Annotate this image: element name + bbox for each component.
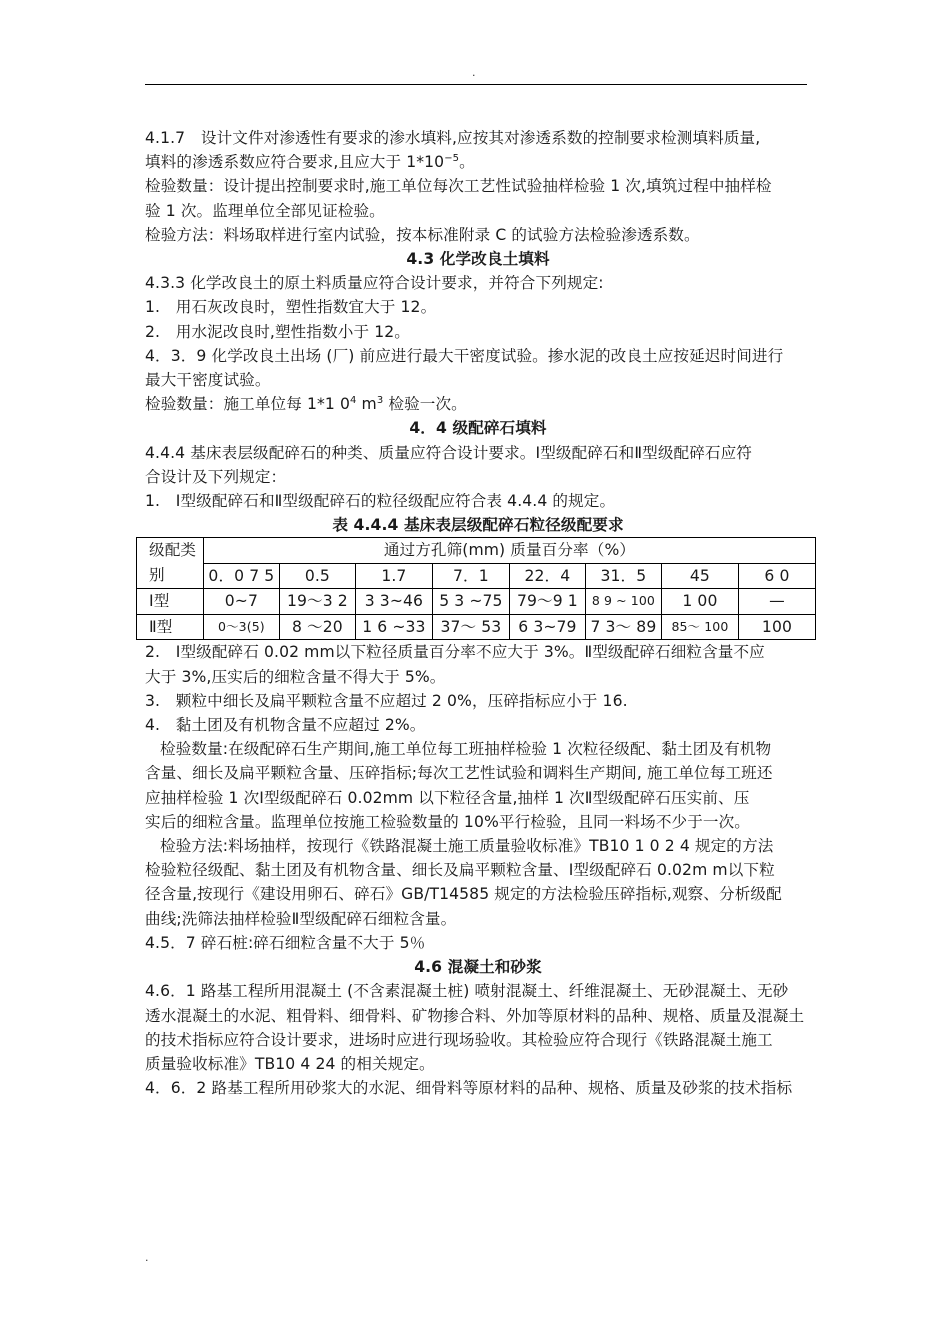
table-cell: —: [738, 589, 815, 615]
table-cell: 3 3~46: [355, 589, 432, 615]
section-heading-4-4: 4．4 级配碎石填料: [409, 419, 547, 438]
line: 4.4.4 基床表层级配碎石的种类、质量应符合设计要求。Ⅰ型级配碎石和Ⅱ型级配碎石应符: [145, 443, 752, 462]
line: 4．3．9 化学改良土出场 (厂) 前应进行最大干密度试验。掺水泥的改良土应按延迟时间进行: [145, 346, 784, 365]
table-cell: 1 00: [661, 589, 738, 615]
paragraph-4-3-9: [145, 344, 811, 392]
table-row: [137, 589, 816, 615]
table-span-header: 通过方孔筛(mm) 质量百分率（%）: [203, 538, 815, 564]
table-cell: 5 3 ~75: [432, 589, 509, 615]
line: 4.1.7 设计文件对渗透性有要求的渗水填料,应按其对渗透系数的控制要求检测填料质量,: [145, 129, 761, 147]
line: 应抽样检验 1 次Ⅰ型级配碎石 0.02mm 以下粒径含量,抽样 1 次Ⅱ型级配碎石压实前、压: [145, 788, 750, 807]
list-item: 3. 颗粒中细长及扁平颗粒含量不应超过 2 0%，压碎指标应小于 16.: [145, 691, 628, 710]
line: 检验数量:在级配碎石生产期间,施工单位每工班抽样检验 1 次粒径级配、黏土团及有机物: [160, 740, 772, 759]
superscript: 3: [376, 395, 384, 407]
line: 质量验收标准》TB10 4 24 的相关规定。: [145, 1054, 435, 1073]
line: 验 1 次。监理单位全部见证检验。: [145, 201, 385, 220]
line: 含量、细长及扁平颗粒含量、压碎指标;每次工艺性试验和调料生产期间, 施工单位每工班还: [145, 764, 773, 783]
line: 大于 3%,压实后的细粒含量不得大于 5%。: [145, 667, 446, 686]
table-row: [137, 563, 816, 589]
superscript: −5: [444, 153, 460, 165]
section-heading-4-3: 4.3 化学改良土填料: [406, 250, 550, 269]
header-mark: .: [472, 66, 476, 79]
line: 填料的渗透系数应符合要求,且应大于 1*10: [145, 153, 445, 172]
paragraph-4-1-7-method: 检验方法：料场取样进行室内试验，按本标准附录 C 的试验方法检验渗透系数。: [145, 225, 700, 244]
line: 4.6．1 路基工程所用混凝土 (不含素混凝土桩) 喷射混凝土、纤维混凝土、无砂混凝土、无砂: [145, 982, 789, 1001]
sieve-header-cell: 1.7: [355, 563, 432, 589]
table-cell: 0～3(5): [203, 614, 279, 640]
line: 径含量,按现行《建设用卵石、碎石》GB/T14585 规定的方法检验压碎指标,观察、分析级配: [145, 885, 782, 904]
line: 检验粒径级配、黏土团及有机物含量、细长及扁平颗粒含量、Ⅰ型级配碎石 0.02m m以下粒: [145, 861, 775, 880]
list-item: 1. 用石灰改良时，塑性指数宜大于 12。: [145, 298, 437, 317]
table-cell: 0~7: [203, 589, 279, 615]
text: 检验数量：施工单位每 1*1 0: [145, 395, 351, 414]
sieve-header-cell: 0.5: [279, 563, 355, 589]
header-rule: [145, 84, 807, 85]
table-cell: 8 ～20: [279, 614, 355, 640]
table-cell: 100: [738, 614, 815, 640]
table-cell: 1 6 ~33: [355, 614, 432, 640]
line: 检验数量：设计提出控制要求时,施工单位每次工艺性试验抽样检验 1 次,填筑过程中抽样检: [145, 177, 772, 196]
list-item: 1. Ⅰ型级配碎石和Ⅱ型级配碎石的粒径级配应符合表 4.4.4 的规定。: [145, 492, 616, 511]
sieve-header-cell: 22．4: [509, 563, 585, 589]
section-heading-4-6: 4.6 混凝土和砂浆: [414, 958, 542, 977]
line: 。: [459, 153, 475, 172]
text: 检验一次。: [383, 395, 467, 414]
line: 透水混凝土的水泥、粗骨料、细骨料、矿物掺合料、外加等原材料的品种、规格、质量及混凝土: [145, 1006, 805, 1025]
paragraph-4-4-4: [145, 441, 811, 489]
text: m: [356, 395, 377, 414]
table-caption: 表 4.4.4 基床表层级配碎石粒径级配要求: [332, 516, 624, 535]
paragraph-4-3-9-quantity: [145, 392, 811, 416]
paragraph-4-5-7: 4.5．7 碎石桩:碎石细粒含量不大于 5％: [145, 933, 426, 952]
paragraph-4-4-4-method: [145, 834, 811, 931]
paragraph-4-3-3: 4.3.3 化学改良土的原土料质量应符合设计要求，并符合下列规定:: [145, 274, 604, 293]
table-cell: 7 3～ 89: [585, 614, 661, 640]
line: 的技术指标应符合设计要求，进场时应进行现场验收。其检验应符合现行《铁路混凝土施工: [145, 1030, 773, 1049]
sieve-header-cell: 6 0: [738, 563, 815, 589]
document-body: [145, 126, 811, 1100]
table-cell: 6 3~79: [509, 614, 585, 640]
list-item: 2. 用水泥改良时,塑性指数小于 12。: [145, 322, 410, 341]
list-item: [145, 640, 811, 688]
paragraph-4-1-7: [145, 126, 811, 174]
list-item: 4. 黏土团及有机物含量不应超过 2%。: [145, 716, 426, 735]
line: 曲线;洗筛法抽样检验Ⅱ型级配碎石细粒含量。: [145, 909, 457, 928]
paragraph-4-6-1: [145, 979, 811, 1076]
table-row: [137, 538, 816, 564]
line: 检验方法:料场抽样，按现行《铁路混凝土施工质量验收标准》TB10 1 0 2 4 规定的方法: [160, 837, 774, 856]
sieve-header-cell: 7．1: [432, 563, 509, 589]
sieve-header-cell: 0．0 7 5: [203, 563, 279, 589]
paragraph-4-6-2: 4．6．2 路基工程所用砂浆大的水泥、细骨料等原材料的品种、规格、质量及砂浆的技术指标: [145, 1079, 793, 1098]
line: 合设计及下列规定：: [145, 467, 287, 486]
superscript: 4: [350, 395, 357, 407]
line: 实后的细粒含量。监理单位按施工检验数量的 10%平行检验，且同一料场不少于一次。: [145, 812, 750, 831]
table-cell: 8 9 ~ 100: [585, 589, 661, 615]
gradation-table: [136, 537, 816, 640]
sieve-header-cell: 31．5: [585, 563, 661, 589]
footer-mark: .: [145, 1251, 149, 1264]
line: 2. Ⅰ型级配碎石 0.02 mm以下粒径质量百分率不应大于 3%。Ⅱ型级配碎石细粒含量不应: [145, 643, 765, 662]
paragraph-4-1-7-quantity: [145, 174, 811, 222]
table-cell: 85～ 100: [661, 614, 738, 640]
table-cell: 79～9 1: [509, 589, 585, 615]
paragraph-4-4-4-quantity: [145, 737, 811, 834]
line: 最大干密度试验。: [145, 371, 271, 390]
table-cell: 37～ 53: [432, 614, 509, 640]
table-row: [137, 614, 816, 640]
row-label-cell: Ⅱ型: [137, 614, 204, 640]
sieve-header-cell: 45: [661, 563, 738, 589]
row-label-cell: Ⅰ型: [137, 589, 204, 615]
table-corner-cell: 级配类别: [137, 538, 204, 589]
table-cell: 19～3 2: [279, 589, 355, 615]
